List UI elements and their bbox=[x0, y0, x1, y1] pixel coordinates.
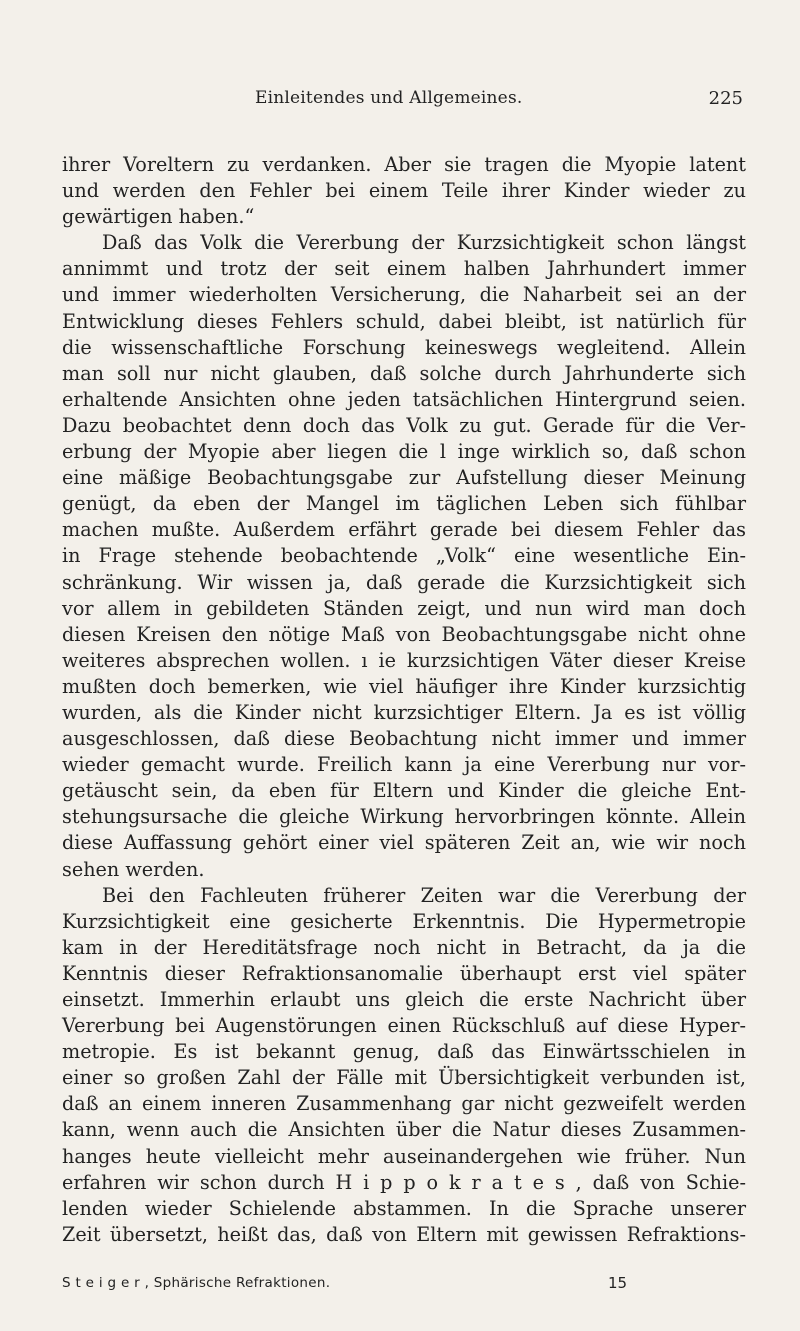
text-line: und immer wiederholten Versicherung, die Naharbeit sei an der bbox=[62, 283, 746, 307]
text-line: erhaltende Ansichten ohne jeden tatsächlichen Hintergrund seien. bbox=[62, 387, 746, 411]
text-line: und werden den Fehler bei einem Teile ihrer Kinder wieder zu bbox=[62, 179, 746, 203]
text-line: ausgeschlossen, daß diese Beobachtung nicht immer und immer bbox=[62, 727, 746, 751]
text-line: daß an einem inneren Zusammenhang gar nicht gezweifelt werden bbox=[62, 1092, 746, 1116]
page-number: 225 bbox=[708, 88, 743, 109]
text-line: gewärtigen haben.“ bbox=[62, 205, 255, 229]
text-line: in Frage stehende beobachtende „Volk“ eine wesentliche Ein- bbox=[62, 544, 746, 568]
text-line: wurden, als die Kinder nicht kurzsichtiger Eltern. Ja es ist völlig bbox=[62, 700, 746, 724]
text-line: erbung der Myopie aber liegen die l inge wirklich so, daß schon bbox=[62, 440, 746, 464]
text-line: genügt, da eben der Mangel im täglichen Leben sich fühlbar bbox=[62, 492, 746, 516]
footer-source-line: S t e i g e r , Sphärische Refraktionen. bbox=[62, 1275, 331, 1291]
text-line: erfahren wir schon durch H i p p o k r a t e s , daß von Schie- bbox=[62, 1170, 746, 1194]
text-line: Vererbung bei Augenstörungen einen Rückschluß auf diese Hyper- bbox=[62, 1014, 746, 1038]
text-line: diese Auffassung gehört einer viel späteren Zeit an, wie wir noch bbox=[62, 831, 746, 855]
text-line: machen mußte. Außerdem erfährt gerade bei diesem Fehler das bbox=[62, 518, 746, 542]
text-line: Kurzsichtigkeit eine gesicherte Erkenntnis. Die Hypermetropie bbox=[62, 909, 746, 933]
text-line: wieder gemacht wurde. Freilich kann ja eine Vererbung nur vor- bbox=[62, 753, 746, 777]
text-line: diesen Kreisen den nötige Maß von Beobachtungsgabe nicht ohne bbox=[62, 622, 746, 646]
text-line: mußten doch bemerken, wie viel häufiger ihre Kinder kurzsichtig bbox=[62, 674, 746, 698]
text-line: lenden wieder Schielende abstammen. In die Sprache unserer bbox=[62, 1196, 746, 1220]
text-line: Dazu beobachtet denn doch das Volk zu gut. Gerade für die Ver- bbox=[62, 413, 746, 437]
text-line: kam in der Hereditätsfrage noch nicht in Betracht, da ja die bbox=[62, 935, 746, 959]
text-line: kann, wenn auch die Ansichten über die Natur dieses Zusammen- bbox=[62, 1118, 746, 1142]
text-line: Daß das Volk die Vererbung der Kurzsichtigkeit schon längst bbox=[102, 231, 746, 255]
body-text bbox=[62, 152, 746, 1248]
text-line: metropie. Es ist bekannt genug, daß das Einwärtsschielen in bbox=[62, 1040, 746, 1064]
text-line: eine mäßige Beobachtungsgabe zur Aufstellung dieser Meinung bbox=[62, 466, 746, 490]
text-line: Kenntnis dieser Refraktionsanomalie überhaupt erst viel später bbox=[62, 961, 746, 985]
text-line: vor allem in gebildeten Ständen zeigt, und nun wird man doch bbox=[62, 596, 746, 620]
running-head-title: Einleitendes und Allgemeines. bbox=[255, 88, 523, 108]
text-line: weiteres absprechen wollen. ı ie kurzsichtigen Väter dieser Kreise bbox=[62, 648, 746, 672]
text-line: hanges heute vielleicht mehr auseinandergehen wie früher. Nun bbox=[62, 1144, 746, 1168]
text-line: man soll nur nicht glauben, daß solche durch Jahrhunderte sich bbox=[62, 361, 746, 385]
text-line: annimmt und trotz der seit einem halben Jahrhundert immer bbox=[62, 257, 746, 281]
text-line: getäuscht sein, da eben für Eltern und Kinder die gleiche Ent- bbox=[62, 779, 746, 803]
page-footer bbox=[62, 1275, 662, 1297]
text-line: sehen werden. bbox=[62, 857, 205, 881]
running-header bbox=[255, 88, 743, 118]
text-line: Entwicklung dieses Fehlers schuld, dabei bleibt, ist natürlich für bbox=[62, 309, 746, 333]
text-line: einer so großen Zahl der Fälle mit Übersichtigkeit verbunden ist, bbox=[62, 1066, 746, 1090]
text-line: ihrer Voreltern zu verdanken. Aber sie tragen die Myopie latent bbox=[62, 153, 746, 176]
sheet-signature: 15 bbox=[608, 1274, 628, 1292]
text-line: stehungsursache die gleiche Wirkung hervorbringen könnte. Allein bbox=[62, 805, 746, 829]
text-line: Zeit übersetzt, heißt das, daß von Eltern mit gewissen Refraktions- bbox=[62, 1222, 746, 1246]
text-line: die wissenschaftliche Forschung keineswegs wegleitend. Allein bbox=[62, 335, 746, 359]
text-line: einsetzt. Immerhin erlaubt uns gleich die erste Nachricht über bbox=[62, 988, 746, 1011]
text-line: schränkung. Wir wissen ja, daß gerade die Kurzsichtigkeit sich bbox=[62, 570, 746, 594]
text-line: Bei den Fachleuten früherer Zeiten war die Vererbung der bbox=[102, 883, 746, 907]
